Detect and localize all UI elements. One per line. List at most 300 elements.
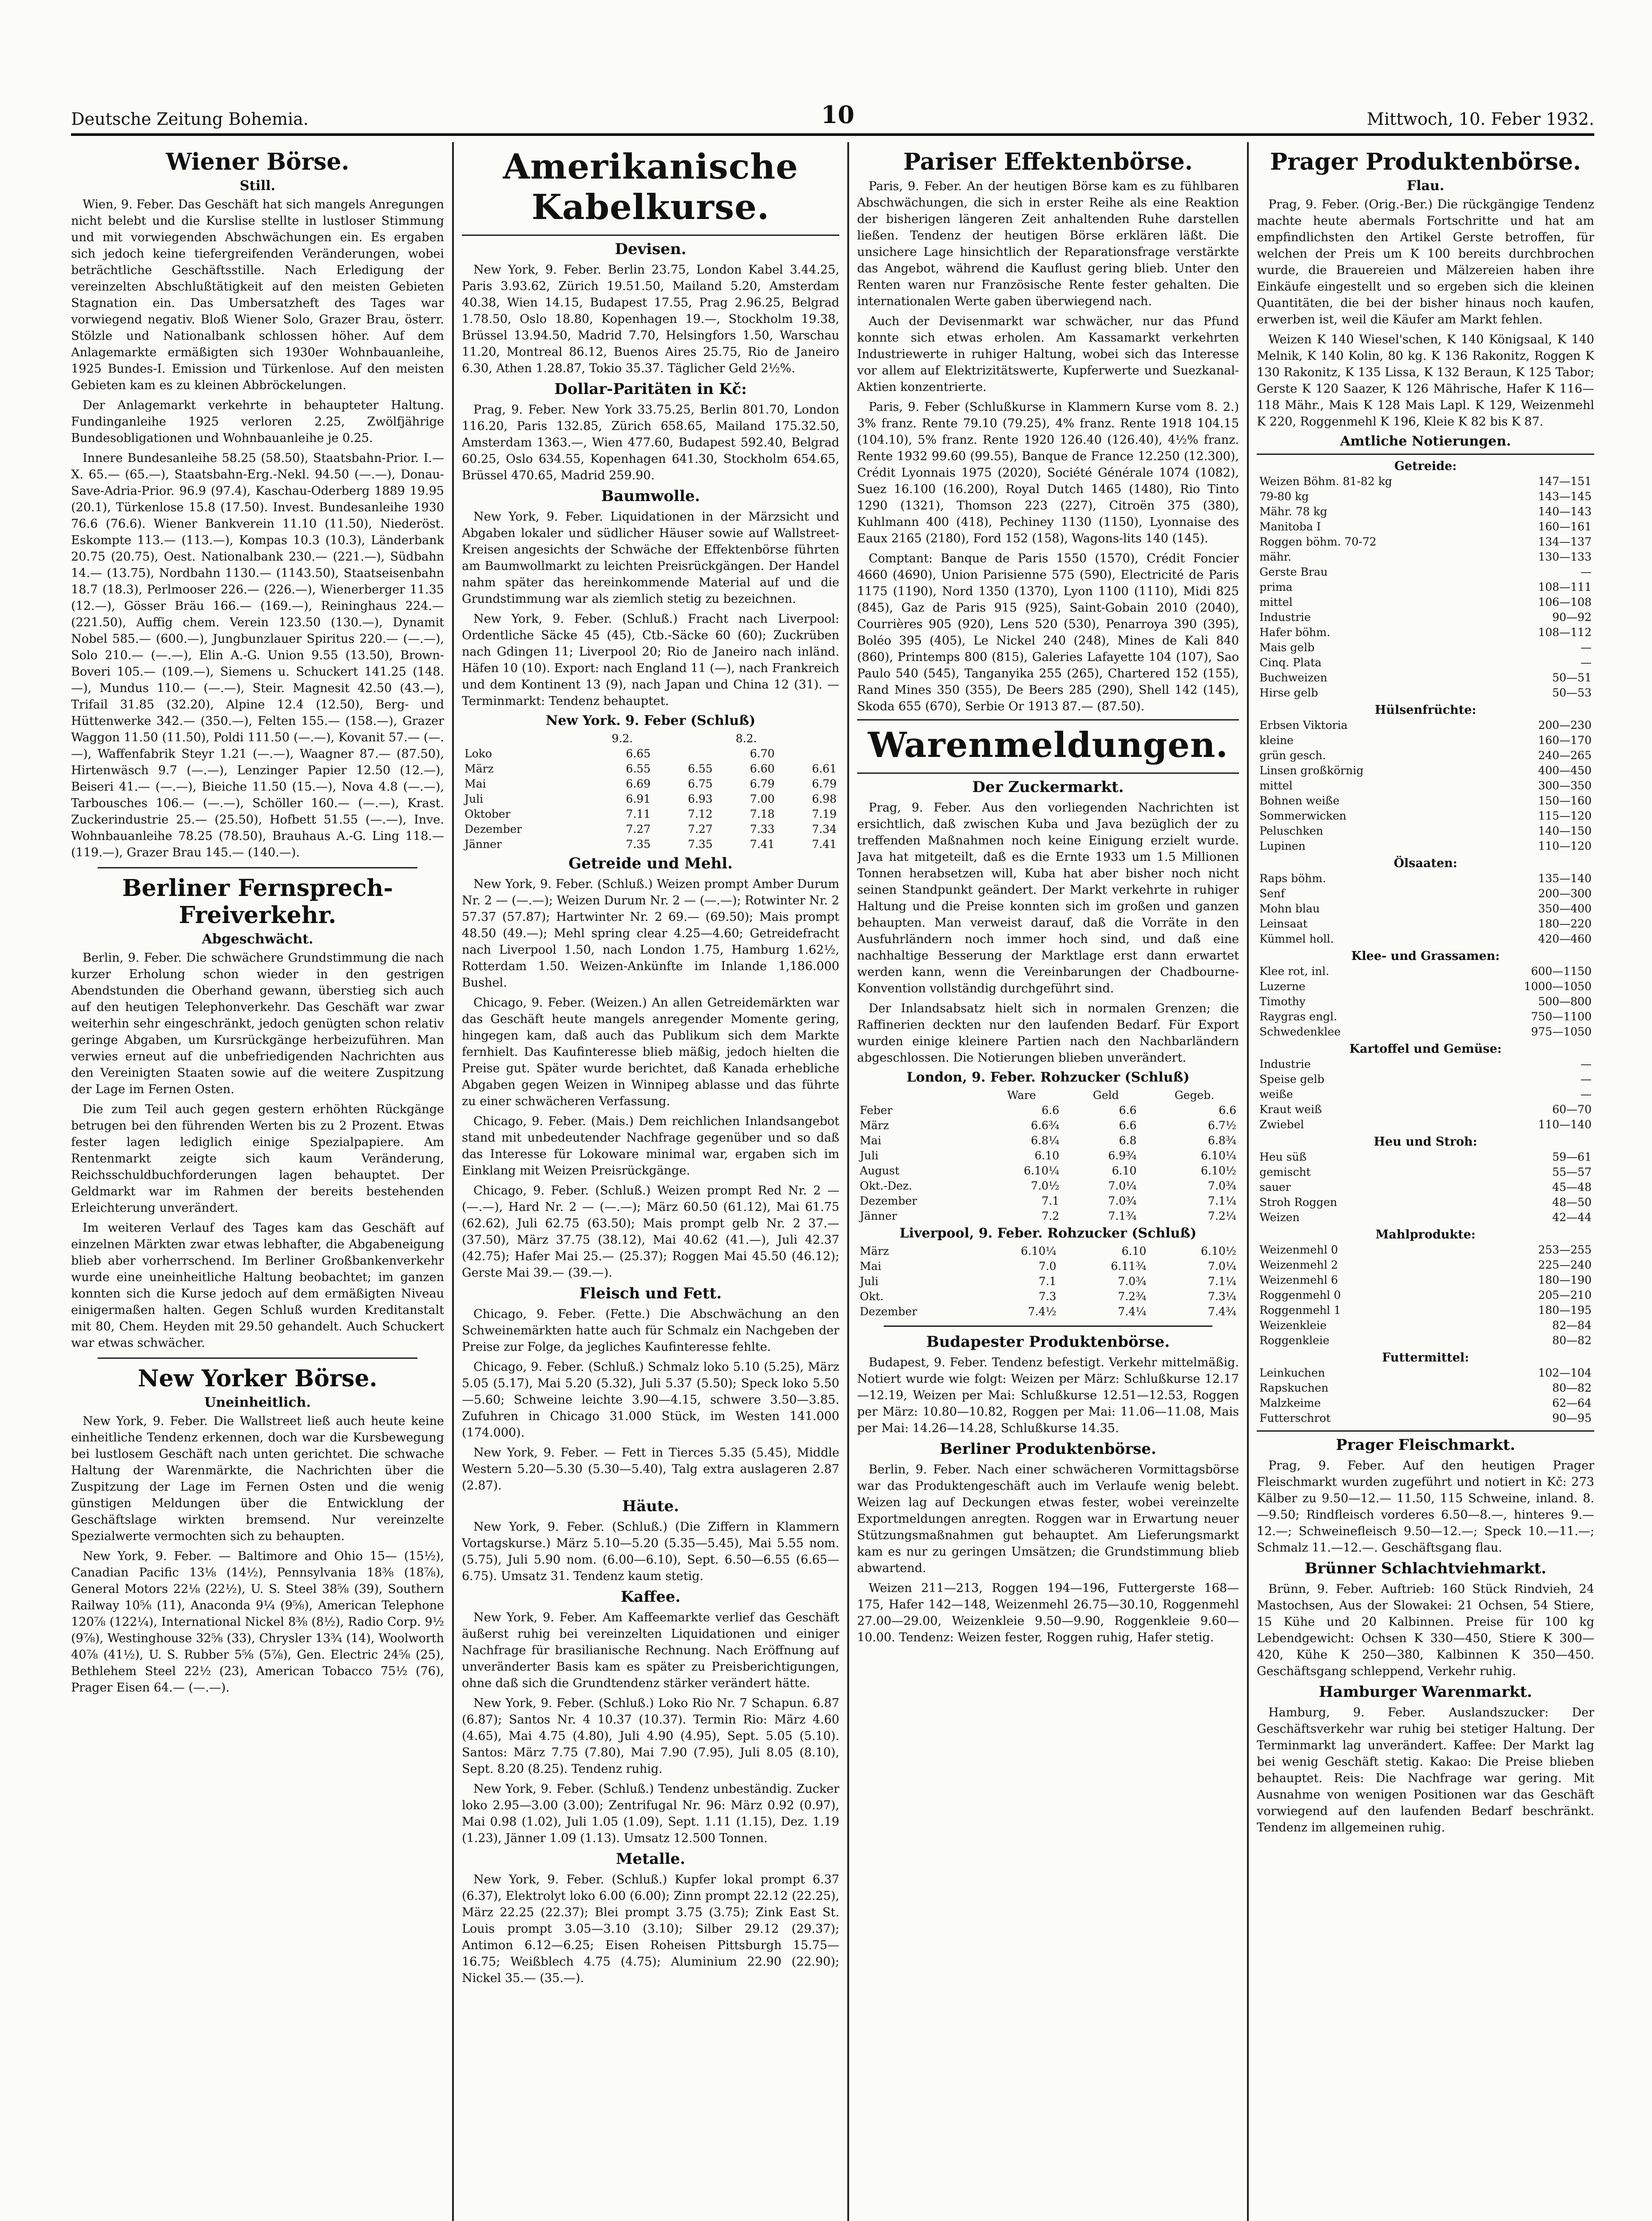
table-cell: 160—161 bbox=[1538, 520, 1592, 533]
table-cell bbox=[1062, 1209, 1072, 1224]
table-cell: 59—61 bbox=[1552, 1150, 1592, 1163]
table-row bbox=[1257, 1024, 1594, 1039]
table-row bbox=[462, 822, 839, 837]
table-cell: Raygras engl. bbox=[1259, 1010, 1337, 1023]
table-cell: Senf bbox=[1259, 887, 1285, 900]
table-cell: 7.4½ bbox=[1028, 1305, 1056, 1318]
table-cell: Linsen großkörnig bbox=[1259, 764, 1364, 777]
table-header-cell: 9.2. bbox=[612, 732, 633, 745]
divider bbox=[884, 1325, 1212, 1327]
table-cell: 7.1¾ bbox=[1108, 1210, 1137, 1222]
article-text: New York, 9. Feber. (Schluß.) Loko Rio Nr. 7 Schapun. 6.87 (6.87); Santos Nr. 4 10.37 (10.37). Termin Rio: März 4.60 (4.65), Mai 4.75 (4.80), Juli 4.90 (4.95), Sept. 5.05 (5.10). Santos: März 7.75 (7.80), Mai 7.90 (7.95), Juli 8.05 (8.10), Sept. 8.20 (8.25). Tendenz ruhig. bbox=[462, 1696, 839, 1776]
table-cell: 45—48 bbox=[1552, 1181, 1592, 1194]
table-cell: 147—151 bbox=[1538, 475, 1592, 488]
table-row bbox=[1257, 824, 1594, 839]
table-cell bbox=[1139, 1163, 1150, 1178]
table-cell: 300—350 bbox=[1538, 779, 1592, 792]
table-cell: 79-80 kg bbox=[1259, 490, 1309, 503]
wiener-boerse-title: Wiener Börse. bbox=[166, 148, 349, 175]
table-cell: 90—92 bbox=[1552, 611, 1592, 624]
table-cell: 7.27 bbox=[626, 823, 651, 836]
article-text: Prag, 9. Feber. Auf den heutigen Prager Fleischmarkt wurden zugeführt und notiert in Kč: 273 Kälber zu 9.50—12.— 11.50, 115 Schweine, inland. 8.—9.50; Rindfleisch vorderes 6.50—8.—, hinteres 9.—12.—; Schweinefleisch 9.50—12.—; Speck 10.—11.—; Schmalz 11.—12.—. Geschäftsgang flau. bbox=[1257, 1459, 1594, 1555]
table-cell: grün gesch. bbox=[1259, 749, 1326, 762]
table-cell: 90—95 bbox=[1552, 1412, 1592, 1425]
table-cell: 62—64 bbox=[1552, 1397, 1592, 1409]
table-row bbox=[1257, 534, 1594, 549]
table-cell: Speise gelb bbox=[1259, 1073, 1325, 1086]
article-text: Im weiteren Verlauf des Tages kam das Geschäft auf einzelnen Märkten zwar etwas lebhafter, die Abgabeneigung blieb aber vorherrschend. Im Berliner Großbankenverkehr wurde eine uneinheitliche Haltung beobachtet; im ganzen konnten sich die Kurse jedoch auf dem ermäßigten Niveau einigermaßen halten. Gegen Schluß wurden Kreditanstalt mit 80, Chem. Heyden mit 29.50 gehandelt. Auch Schuckert war etwas schwächer. bbox=[71, 1221, 444, 1350]
table-cell bbox=[1139, 1133, 1150, 1148]
table-cell: 7.35 bbox=[626, 838, 651, 851]
table-cell: März bbox=[860, 1119, 889, 1132]
table-cell bbox=[1062, 1133, 1072, 1148]
table-row bbox=[462, 807, 839, 822]
article-text: Budapest, 9. Feber. Tendenz befestigt. Verkehr mittelmäßig. Notiert wurde wie folgt: Weizen per März: Schlußkurse 12.17—12.19, Weizen per Mai: Schlußkurse 12.51—12.53, Roggen per März: 10.80—10.82, Roggen per Mai: 11.06—11.08, Mais per Mai: 14.26—14.28, Schlußkurse 14.35. bbox=[857, 1356, 1239, 1435]
table-cell bbox=[1062, 1163, 1072, 1178]
table-cell: 7.0 bbox=[1038, 1260, 1056, 1273]
table-row bbox=[1257, 1318, 1594, 1333]
table-cell bbox=[1062, 1178, 1072, 1194]
getreide-title: Getreide und Mehl. bbox=[568, 855, 733, 872]
table-row bbox=[857, 1209, 1239, 1224]
table-cell: 6.8¾ bbox=[1208, 1134, 1236, 1147]
table-row bbox=[857, 1259, 1239, 1274]
table-cell: Mai bbox=[465, 777, 486, 790]
table-cell bbox=[1149, 1259, 1159, 1274]
article-text: Hamburg, 9. Feber. Auslandszucker: Der Geschäftsverkehr war ruhig bei stetiger Haltung. Der Terminmarkt lag unverändert. Kaffee: Der Markt lag bei wenig Geschäft stetig. Kakao: Die Preise blieben behauptet. Reis: Die Nachfrage war gering. Mit Ausnahme von wenigen Positionen war das Geschäft vorwiegend auf den laufenden Bedarf beschränkt. Tendenz im allgemeinen ruhig. bbox=[1257, 1706, 1594, 1835]
table-cell: Dezember bbox=[860, 1305, 917, 1318]
devisen-title: Devisen. bbox=[615, 240, 687, 258]
table-row bbox=[1257, 886, 1594, 901]
table-row bbox=[462, 761, 839, 776]
table-cell: 6.65 bbox=[626, 747, 651, 760]
table-cell: Juli bbox=[860, 1149, 879, 1162]
prager-fleischmarkt-title: Prager Fleischmarkt. bbox=[1336, 1436, 1515, 1454]
warenmeldungen-title: Warenmeldungen. bbox=[868, 725, 1228, 765]
table-header-cell bbox=[1062, 1088, 1072, 1103]
london-sugar-table-title: London, 9. Feber. Rohzucker (Schluß) bbox=[906, 1070, 1190, 1085]
table-cell: 6.60 bbox=[750, 762, 775, 775]
table-cell bbox=[1139, 1148, 1150, 1163]
table-cell: 106—108 bbox=[1538, 596, 1592, 609]
table-cell: Weizenmehl 0 bbox=[1259, 1243, 1338, 1256]
table-cell: 6.6¾ bbox=[1031, 1119, 1060, 1132]
table-row bbox=[462, 837, 839, 852]
table-cell: Industrie bbox=[1259, 1058, 1311, 1071]
table-cell: 50—51 bbox=[1552, 671, 1592, 684]
table-cell: 7.1¼ bbox=[1208, 1194, 1236, 1207]
table-cell: 225—240 bbox=[1538, 1258, 1592, 1271]
table-cell: Juli bbox=[860, 1275, 879, 1288]
price-lists bbox=[1257, 459, 1594, 1426]
table-cell: 6.98 bbox=[812, 792, 837, 805]
table-cell: mittel bbox=[1259, 779, 1293, 792]
table-cell bbox=[1059, 1289, 1069, 1304]
dollar-paritaeten-title: Dollar-Paritäten in Kč: bbox=[554, 380, 747, 398]
table-cell: Okt. bbox=[860, 1290, 884, 1303]
pariser-effektenboerse-title: Pariser Effektenbörse. bbox=[903, 148, 1193, 175]
table-cell: 975—1050 bbox=[1531, 1025, 1592, 1038]
price-group-title: Futtermittel: bbox=[1382, 1351, 1469, 1365]
column-divider bbox=[452, 142, 454, 2221]
article-text: New York, 9. Feber. (Schluß.) Weizen prompt Amber Durum Nr. 2 — (—.—); Weizen Durum Nr. 2 — (—.—); Rotwinter Nr. 2 57.37 (57.87); Hartwinter Nr. 2 69.— (69.50); Mais prompt 48.50 (49.—); Mehl spring clear 4.25—4.60; Getreidefracht nach Liverpool 1.50, nach London 1.75, Hamburg 1.62½, Rotterdam 1.50. Weizen-Ankünfte im Inlande 1,186.000 Bushel. bbox=[462, 877, 839, 990]
table-cell: 205—210 bbox=[1538, 1289, 1592, 1302]
table-cell: Dezember bbox=[465, 823, 522, 836]
table-cell bbox=[1149, 1304, 1159, 1319]
table-cell: 750—1100 bbox=[1531, 1010, 1592, 1023]
table-cell: 160—170 bbox=[1538, 734, 1592, 747]
baumwolle-title: Baumwolle. bbox=[601, 487, 700, 505]
table-cell: 180—190 bbox=[1538, 1274, 1592, 1286]
table-cell: Juli bbox=[465, 792, 484, 805]
table-cell bbox=[1062, 1118, 1072, 1133]
table-cell: 115—120 bbox=[1538, 809, 1592, 822]
table-cell: Sommerwicken bbox=[1259, 809, 1346, 822]
table-cell: 7.33 bbox=[750, 823, 775, 836]
table-cell: 6.75 bbox=[688, 777, 713, 790]
table-cell bbox=[1149, 1244, 1159, 1259]
table-cell: Schwedenklee bbox=[1259, 1025, 1341, 1038]
table-cell: 108—111 bbox=[1538, 581, 1592, 593]
column-divider bbox=[847, 142, 849, 2221]
divider bbox=[98, 1357, 417, 1359]
table-cell bbox=[1059, 1259, 1069, 1274]
table-cell: 42—44 bbox=[1552, 1211, 1592, 1224]
table-cell: 7.41 bbox=[812, 838, 837, 851]
berliner-fernsprech-title: Berliner Fernsprech-Freiverkehr. bbox=[122, 875, 393, 929]
table-cell: 7.00 bbox=[750, 792, 775, 805]
table-cell: 7.0¾ bbox=[1108, 1194, 1137, 1207]
table-cell: kleine bbox=[1259, 734, 1294, 747]
table-cell bbox=[1139, 1209, 1150, 1224]
table-cell: Roggen böhm. 70-72 bbox=[1259, 535, 1377, 548]
table-cell: 6.10½ bbox=[1201, 1164, 1236, 1177]
table-cell: 102—104 bbox=[1538, 1366, 1592, 1379]
divider bbox=[857, 719, 1239, 720]
table-row bbox=[1257, 1180, 1594, 1195]
table-cell bbox=[1139, 1103, 1150, 1118]
table-cell: 6.10¼ bbox=[1021, 1245, 1056, 1258]
table-cell: Manitoba I bbox=[1259, 520, 1321, 533]
table-row bbox=[462, 776, 839, 792]
table-row bbox=[1257, 964, 1594, 979]
table-cell: 134—137 bbox=[1538, 535, 1592, 548]
price-group-title: Klee- und Grassamen: bbox=[1351, 949, 1500, 963]
table-cell: März bbox=[860, 1245, 889, 1258]
hamburger-warenmarkt-title: Hamburger Warenmarkt. bbox=[1318, 1683, 1533, 1701]
table-row bbox=[857, 1118, 1239, 1133]
article-text: Weizen 211—213, Roggen 194—196, Futtergerste 168—175, Hafer 142—148, Weizenmehl 26.75—30.10, Roggenmehl 27.00—29.00, Weizenkleie 9.50—9.90, Roggenkleie 9.60—10.00. Tendenz: Weizen fester, Roggen ruhig, Hafer stetig. bbox=[857, 1581, 1239, 1644]
table-cell: 7.2¾ bbox=[1118, 1290, 1147, 1303]
table-cell: Raps böhm. bbox=[1259, 872, 1326, 885]
article-text: New York, 9. Feber. Am Kaffeemarkte verlief das Geschäft äußerst ruhig bei vereinzelten Liquidationen und einiger Nachfrage für brasilianische Rechnung. Nach Eröffnung auf unveränderter Basis kam es später zu Preisberichtigungen, ohne daß sich die Grundtendenz stärker verändert hätte. bbox=[462, 1611, 839, 1690]
table-row bbox=[1257, 1087, 1594, 1102]
article-text: New York, 9. Feber. Die Wallstreet ließ auch heute keine einheitliche Tendenz erkennen, doch war die Kursbewegung bei lustlosem Geschäft nach unten gerichtet. Die schwache Haltung der Warenmärkte, die Nachrichten über die Zuspitzung der Lage im Fernen Osten und die wenig günstigen Meldungen über die Entwicklung der Geschäftslage wirkten bremsend. Nur vereinzelte Spezialwerte vermochten sich zu behaupten. bbox=[71, 1414, 444, 1543]
price-group-title: Kartoffel und Gemüse: bbox=[1349, 1042, 1502, 1056]
table-cell: 600—1150 bbox=[1531, 965, 1592, 978]
table-cell: 180—220 bbox=[1538, 917, 1592, 930]
table-cell: weiße bbox=[1259, 1088, 1293, 1101]
metalle-title: Metalle. bbox=[616, 1850, 686, 1868]
column-4 bbox=[1257, 142, 1594, 2221]
table-header-row bbox=[857, 1088, 1239, 1103]
price-group-title: Getreide: bbox=[1394, 459, 1457, 473]
table-header-cell bbox=[777, 731, 839, 746]
price-table bbox=[1257, 1365, 1594, 1426]
table-row bbox=[1257, 504, 1594, 519]
table-cell bbox=[1062, 1103, 1072, 1118]
table-cell: mittel bbox=[1259, 596, 1293, 609]
table-cell: Roggenmehl 1 bbox=[1259, 1304, 1341, 1317]
table-cell: 6.55 bbox=[688, 762, 713, 775]
table-cell: 6.11¾ bbox=[1111, 1260, 1147, 1273]
price-table bbox=[1257, 1242, 1594, 1348]
price-table bbox=[1257, 871, 1594, 947]
table-cell: 82—84 bbox=[1552, 1319, 1592, 1332]
table-cell: prima bbox=[1259, 581, 1293, 593]
table-cell: 200—230 bbox=[1538, 719, 1592, 732]
table-row bbox=[1257, 640, 1594, 655]
column-divider bbox=[1247, 142, 1249, 2221]
table-cell bbox=[1059, 1274, 1069, 1289]
table-row bbox=[857, 1304, 1239, 1319]
table-cell: Feber bbox=[860, 1104, 893, 1117]
table-cell: 6.8 bbox=[1119, 1134, 1137, 1147]
table-cell: 7.35 bbox=[688, 838, 713, 851]
kaffee-title: Kaffee. bbox=[620, 1588, 681, 1606]
table-row bbox=[1257, 1333, 1594, 1348]
article-text: Auch der Devisenmarkt war schwächer, nur das Pfund konnte sich etwas erholen. Am Kassamarkt verkehrten Industriewerte in ruhiger Haltung, wobei sich das Interesse vor allem auf Elektrizitätswerte, Kupferwerte und Suezkanal-Aktien konzentrierte. bbox=[857, 314, 1239, 394]
kabelkurse-title: Amerikanische Kabelkurse. bbox=[503, 147, 798, 227]
table-cell bbox=[1062, 1148, 1072, 1163]
article-text: Der Inlandsabsatz hielt sich in normalen Grenzen; die Raffinerien deckten nur den laufenden Bedarf. Für Export wurden einige kleinere Partien nach den Nachbarländern abgeschlossen. Die Notierungen blieben unverändert. bbox=[857, 1002, 1239, 1065]
table-cell: 7.3 bbox=[1038, 1290, 1056, 1303]
table-row bbox=[1257, 1288, 1594, 1303]
table-cell: Leinsaat bbox=[1259, 917, 1308, 930]
column-3 bbox=[857, 142, 1239, 2221]
table-cell: — bbox=[1581, 565, 1592, 578]
newspaper-name: Deutsche Zeitung Bohemia. bbox=[71, 109, 309, 129]
table-cell: 7.2¼ bbox=[1208, 1210, 1236, 1222]
table-cell: Zwiebel bbox=[1259, 1118, 1304, 1131]
table-row bbox=[1257, 1411, 1594, 1426]
table-cell: 110—140 bbox=[1538, 1118, 1592, 1131]
table-row bbox=[1257, 685, 1594, 701]
table-row bbox=[1257, 670, 1594, 685]
london-sugar-table bbox=[857, 1088, 1239, 1224]
table-cell: Rapskuchen bbox=[1259, 1381, 1329, 1394]
table-row bbox=[1257, 1303, 1594, 1318]
article-text: New York, 9. Feber. (Schluß.) Fracht nach Liverpool: Ordentliche Säcke 45 (45), Ctb.-Säcke 60 (60); Zuckrüben nach Gdingen 11; Liverpool 20; Rio de Janeiro nach inländ. Häfen 10 (10). Export: nach England 11 (—), nach Frankreich und dem Kontinent 13 (9), nach Japan und China 12 (31). — Terminmarkt: Tendenz behauptet. bbox=[462, 612, 839, 708]
table-row bbox=[1257, 718, 1594, 733]
table-cell: 80—82 bbox=[1552, 1381, 1592, 1394]
table-cell: Weizenkleie bbox=[1259, 1319, 1327, 1332]
divider bbox=[462, 235, 839, 236]
table-cell: 420—460 bbox=[1538, 932, 1592, 945]
table-cell: 60—70 bbox=[1552, 1103, 1592, 1116]
table-cell: 200—300 bbox=[1538, 887, 1592, 900]
article-text: New York, 9. Feber. (Schluß.) (Die Ziffern in Klammern Vortagskurse.) März 5.10—5.20 (5.35—5.45), Mai 5.55 nom. (5.75), Juli 5.90 nom. (6.00—6.10), Sept. 6.50—6.55 (6.65—6.75). Umsatz 31. Tendenz kaum stetig. bbox=[462, 1520, 839, 1583]
amtliche-notierungen-title: Amtliche Notierungen. bbox=[1340, 434, 1511, 449]
price-table bbox=[1257, 964, 1594, 1039]
table-cell: sauer bbox=[1259, 1181, 1291, 1194]
article-text: Der Anlagemarkt verkehrte in behaupteter Haltung. Fundinganleihe 1925 verloren 2.25, Zwölfjährige Bundesobligationen und Wohnbauanleihe je 0.25. bbox=[71, 398, 444, 445]
table-cell: Oktober bbox=[465, 808, 511, 820]
liverpool-sugar-table bbox=[857, 1244, 1239, 1319]
table-cell: 7.3¼ bbox=[1208, 1290, 1236, 1303]
page-number: 10 bbox=[821, 100, 854, 129]
article-text: New York, 9. Feber. — Fett in Tierces 5.35 (5.45), Middle Western 5.20—5.30 (5.30—5.40), Talg extra auslageren 2.87 (2.87). bbox=[462, 1446, 839, 1493]
table-cell: Stroh Roggen bbox=[1259, 1196, 1337, 1209]
table-cell: 7.0¾ bbox=[1118, 1275, 1147, 1288]
table-cell: Lupinen bbox=[1259, 840, 1306, 852]
table-cell: Cinq. Plata bbox=[1259, 656, 1322, 669]
table-cell: 110—120 bbox=[1538, 840, 1592, 852]
article-text: Paris, 9. Feber. An der heutigen Börse kam es zu fühlbaren Abschwächungen, die sich in erster Reihe als eine Reaktion der bisherigen längeren Zeit anhaltenden Ruhe darstellen ließen. Tendenz der heutigen Börse erklären läßt. Die unsichere Lage hinsichtlich der Reparationsfrage verstärkte das Angebot, während die Kauflust gering blieb. Unter den Renten waren nur Französische Rente fester gehalten. Die internationalen Werte gaben überwiegend nach. bbox=[857, 179, 1239, 308]
table-row bbox=[1257, 1117, 1594, 1132]
table-cell: Industrie bbox=[1259, 611, 1311, 624]
table-header-row bbox=[462, 731, 839, 746]
prager-produktenboerse-title: Prager Produktenbörse. bbox=[1270, 148, 1581, 175]
table-cell: Mai bbox=[860, 1134, 882, 1147]
table-cell: 6.10 bbox=[1034, 1149, 1060, 1162]
table-cell: Roggenmehl 0 bbox=[1259, 1289, 1341, 1302]
table-cell: Bohnen weiße bbox=[1259, 794, 1340, 807]
table-cell: Mohn blau bbox=[1259, 902, 1320, 915]
table-header-cell: Ware bbox=[1007, 1089, 1036, 1102]
table-cell: 48—50 bbox=[1552, 1196, 1592, 1209]
article-text: Prag, 9. Feber. (Orig.-Ber.) Die rückgängige Tendenz machte heute abermals Fortschritte und hat am empfindlichsten den Artikel Gerste betroffen, für welchen der Preis um K 100 bereits durchbrochen wurde, die Brauereien und Mälzereien haben ihre Einkäufe eingestellt und so ergeben sich die kleinen Quantitäten, die bei der bisher hinaus noch kaufen, erwerben ist, weil die Käufer am Markt fehlen. bbox=[1257, 198, 1594, 326]
table-cell: — bbox=[1581, 1073, 1592, 1086]
table-cell: 6.8¼ bbox=[1031, 1134, 1060, 1147]
table-row bbox=[462, 746, 839, 761]
table-cell: Hafer böhm. bbox=[1259, 626, 1330, 639]
table-cell: Kümmel holl. bbox=[1259, 932, 1334, 945]
table-cell: 7.0½ bbox=[1031, 1179, 1060, 1192]
table-row bbox=[1257, 931, 1594, 947]
table-cell: 6.10½ bbox=[1201, 1245, 1236, 1258]
table-row bbox=[857, 1178, 1239, 1194]
table-header-cell bbox=[857, 1088, 981, 1103]
table-row bbox=[1257, 778, 1594, 793]
table-row bbox=[1257, 748, 1594, 763]
table-cell bbox=[1139, 1118, 1150, 1133]
cotton-table-title: New York. 9. Feber (Schluß) bbox=[545, 713, 756, 728]
table-row bbox=[1257, 916, 1594, 931]
divider bbox=[857, 772, 1239, 774]
table-row bbox=[857, 1163, 1239, 1178]
stock-listing: Innere Bundesanleihe 58.25 (58.50), Staatsbahn-Prior. I.—X. 65.— (65.—), Staatsbahn-Erg.-Nekl. 94.50 (—.—), Donau-Save-Adria-Prior. 96.9 (97.4), Kaschau-Oderberg 1889 19.95 (20.1), Türkenlose 15.8 (17.50). Invest. Bundesanleihe 1930 76.6 (76.6). Wiener Bankverein 11.10 (11.50), Niederöst. Eskompte 113.— (113.—), Kompas 10.3 (10.3), Länderbank 20.75 (20.75), Oest. Nationalbank 230.— (221.—), Südbahn 14.— (13.75), Nordbahn 1130.— (1143.50), Staatseisenbahn 18.7 (18.3), Perlmooser 226.— (226.—), Wienerberger 11.35 (12.—), Gösser Bräu 166.— (169.—), Reininghaus 224.— (221.50), Auffig chem. Verein 123.50 (130.—), Dynamit Nobel 585.— (600.—), Jungbunzlauer Spiritus 220.— (—.—), Solo 210.— (—.—), Elin A.-G. Union 9.55 (13.50), Brown-Boveri 105.— (109.—), Siemens u. Schuckert 141.25 (148.—), Mundus 110.— (—.—), Steir. Magnesit 42.50 (43.—), Trifail 31.85 (32.20), Alpine 12.4 (12.50), Berg- und Hüttenwerke 342.— (350.—), Felten 155.— (158.—), Grazer Waggon 11.50 (11.50), Poldi 111.50 (—.—), Kovanit 57.— (—.—), Waffenfabrik Steyr 1.21 (—.—), Waagner 87.— (87.50), Hirtenwäsch 9.7 (—.—), Lenzinger Papier 12.50 (12.—), Beiseri 41.— (—.—), Bieiche 11.50 (15.—), Nova 4.8 (—.—), Tarbousches 106.— (—.—), Schöller 160.— (—.—), Krast. Zuckerindustrie 25.— (25.50), Hofbett 51.55 (—.—), Inve. Wohnbauanleihe 78.25 (78.50), Brauhaus A.-G. Ling 118.— (119.—), Grazer Brau 145.— (140.—). bbox=[71, 451, 444, 860]
table-header-cell: 8.2. bbox=[735, 732, 757, 745]
article-text: Chicago, 9. Feber. (Fette.) Die Abschwächung an den Schweinemärkten hatte auch für Schmalz ein Nachgeben der Preise zur Folge, da jegliches Kaufinteresse fehlte. bbox=[462, 1307, 839, 1354]
table-cell: Roggenkleie bbox=[1259, 1334, 1330, 1347]
price-group-title: Heu und Stroh: bbox=[1374, 1135, 1477, 1149]
article-text: Chicago, 9. Feber. (Schluß.) Schmalz loko 5.10 (5.25), März 5.05 (5.17), Mai 5.20 (5.32), Juli 5.37 (5.50); Speck loko 5.50—5.60; Schweine leichte 3.90—4.15, schwere 3.50—3.85. Zufuhren in Chicago 31.000 Stück, im Westen 141.000 (174.000). bbox=[462, 1360, 839, 1440]
table-cell: 6.6 bbox=[1219, 1104, 1236, 1117]
table-cell: 6.10¼ bbox=[1201, 1149, 1236, 1162]
table-cell bbox=[1059, 1304, 1069, 1319]
table-row bbox=[1257, 1195, 1594, 1210]
divider bbox=[1257, 454, 1594, 455]
table-cell: 7.4¼ bbox=[1118, 1305, 1147, 1318]
table-cell: 50—53 bbox=[1552, 686, 1592, 699]
table-cell: 240—265 bbox=[1538, 749, 1592, 762]
table-cell: März bbox=[465, 762, 494, 775]
table-row bbox=[1257, 1396, 1594, 1411]
table-cell: Peluschken bbox=[1259, 824, 1323, 837]
table-row bbox=[1257, 610, 1594, 625]
cotton-table bbox=[462, 731, 839, 852]
table-row bbox=[1257, 808, 1594, 824]
table-cell: 6.93 bbox=[688, 792, 713, 805]
table-cell: 7.0¼ bbox=[1208, 1260, 1236, 1273]
table-cell: Mähr. 78 kg bbox=[1259, 505, 1327, 518]
article-text: Chicago, 9. Feber. (Mais.) Dem reichlichen Inlandsangebot stand mit unbedeutender Nachfrage gegenüber und so daß das Interesse für Lokoware minimal war, ergaben sich im Einklang mit Weizen Preisrückgänge. bbox=[462, 1114, 839, 1178]
table-cell: Gerste Brau bbox=[1259, 565, 1328, 578]
table-row bbox=[1257, 1009, 1594, 1024]
table-cell: Buchweizen bbox=[1259, 671, 1327, 684]
table-row bbox=[1257, 1258, 1594, 1273]
table-cell: Weizenmehl 6 bbox=[1259, 1274, 1338, 1286]
table-cell: 253—255 bbox=[1538, 1243, 1592, 1256]
article-text: Chicago, 9. Feber. (Weizen.) An allen Getreidemärkten war das Geschäft heute mangels anregender Momente gering, hingegen kam, daß auch das Publikum sich dem Markte fernhielt. Das Kaufinteresse blieb mäßig, jedoch hielten die Preise gut. Später wurde berichtet, daß Kanada erhebliche Abgaben gegen Weizen in Winnipeg ablasse und das führte zu einer schwächeren Verfassung. bbox=[462, 996, 839, 1108]
table-cell: Weizenmehl 2 bbox=[1259, 1258, 1338, 1271]
column-1 bbox=[71, 142, 444, 2221]
table-cell: 6.70 bbox=[750, 747, 775, 760]
table-cell: Malzkeime bbox=[1259, 1397, 1321, 1409]
table-cell: 7.27 bbox=[688, 823, 713, 836]
table-cell: 6.10 bbox=[1121, 1245, 1147, 1258]
table-cell bbox=[1139, 1194, 1150, 1209]
table-cell: Loko bbox=[465, 747, 492, 760]
table-row bbox=[857, 1148, 1239, 1163]
prager-produktenboerse-subtitle: Flau. bbox=[1406, 178, 1445, 194]
stock-listing: New York, 9. Feber. — Baltimore and Ohio 15— (15½), Canadian Pacific 13⅛ (14½), Pennsylvania 18⅜ (18⅞), General Motors 22⅛ (22½), U. S. Steel 38⅝ (39), Southern Railway 10⅝ (11), Anaconda 9¼ (9⅝), American Telephone 120⅞ (122¼), International Nickel 8⅜ (8½), Radio Corp. 9½ (9⅞), Westinghouse 32⅝ (33), Chrysler 13¾ (14), Woolworth 40⅞ (41½), U. S. Rubber 5⅝ (5⅞), Gen. Electric 24⅝ (25), Bethlehem Steel 22½ (23), American Tobacco 75½ (76), Prager Eisen 64.— (—.—). bbox=[71, 1549, 444, 1695]
liverpool-sugar-table-title: Liverpool, 9. Feber. Rohzucker (Schluß) bbox=[899, 1226, 1197, 1241]
stock-listing: Paris, 9. Feber (Schlußkurse in Klammern Kurse vom 8. 2.) 3% franz. Rente 79.10 (79.25), 4% franz. Rente 1918 104.15 (104.10), 5% franz. Rente 1920 126.40 (126.40), 4½% franz. Rente 1932 99.60 (99.55), Banque de France 12.250 (12.300), Crédit Lyonnais 1975 (2020), Société Générale 1074 (1082), Suez 16.100 (16.200), Royal Dutch 1465 (1480), Rio Tinto 1290 (1321), Thomson 223 (227), Citroën 375 (380), Kuhlmann 400 (418), Pechiney 1130 (1150), Lyonnaise des Eaux 2165 (2180), Ford 152 (158), Wagons-lits 140 (145). bbox=[857, 400, 1239, 545]
table-row bbox=[462, 792, 839, 807]
table-cell: 7.1 bbox=[1038, 1275, 1056, 1288]
table-cell: 7.34 bbox=[812, 823, 837, 836]
table-row bbox=[1257, 655, 1594, 670]
table-cell: 6.10¼ bbox=[1024, 1164, 1060, 1177]
table-cell: Heu süß bbox=[1259, 1150, 1307, 1163]
table-row bbox=[1257, 1102, 1594, 1117]
article-text: Berlin, 9. Feber. Nach einer schwächeren Vormittagsbörse war das Produktengeschäft auch im Verlaufe wenig belebt. Weizen lag auf Deckungen etwas fester, wobei vereinzelte Exportmeldungen anregten. Roggen war in Erwartung neuer Stützungsmaßnahmen gut behauptet. Am Lieferungsmarkt kam es nur zu geringen Umsätzen; die Grundstimmung blieb abwartend. bbox=[857, 1463, 1239, 1575]
table-cell: Klee rot, inl. bbox=[1259, 965, 1330, 978]
table-row bbox=[1257, 994, 1594, 1009]
table-cell bbox=[1139, 1178, 1150, 1194]
table-row bbox=[1257, 1273, 1594, 1288]
table-cell: 6.69 bbox=[626, 777, 651, 790]
divider bbox=[98, 867, 417, 868]
table-row bbox=[1257, 763, 1594, 778]
table-row bbox=[1257, 580, 1594, 595]
table-cell: Weizen Böhm. 81-82 kg bbox=[1259, 475, 1392, 488]
issue-date: Mittwoch, 10. Feber 1932. bbox=[1366, 109, 1594, 129]
table-cell: mähr. bbox=[1259, 550, 1291, 563]
table-cell: 6.91 bbox=[626, 792, 651, 805]
table-header-cell bbox=[1139, 1088, 1150, 1103]
table-cell: 135—140 bbox=[1538, 872, 1592, 885]
stock-listing: Comptant: Banque de Paris 1550 (1570), Crédit Foncier 4660 (4690), Union Parisienne 575 (590), Electricité de Paris 1175 (1190), Nord 1350 (1370), Lyon 1100 (1110), Midi 825 (845), Gaz de Paris 915 (925), Saint-Gobain 2010 (2040), Courrières 905 (920), Lens 520 (530), Penarroya 390 (395), Boléo 395 (405), Le Nickel 240 (248), Mines de Kali 840 (860), Printemps 800 (815), Galeries Lafayette 104 (107), Sao Paulo 540 (545), Tanganyika 255 (265), Chartered 152 (155), Rand Mines 350 (355), De Beers 285 (290), Shell 142 (145), Skoda 655 (670), Serbie Or 1913 87.— (87.50). bbox=[857, 552, 1239, 713]
table-row bbox=[1257, 1381, 1594, 1396]
article-text: Prag, 9. Feber. Aus den vorliegenden Nachrichten ist ersichtlich, daß zwischen Kuba und Java bezüglich der zu treffenden Maßnahmen noch keine Einigung erzielt wurde. Java hat mitgeteilt, daß es die Ernte 1933 um 1.5 Millionen Tonnen herabsetzen will, Kuba hat aber bisher noch nicht seinen Standpunkt geändert. Der Markt verkehrte in ruhiger Haltung und die Preise konnten sich im großen und ganzen behaupten. Man verweist darauf, daß die Vorräte in den Ausfuhrländern noch immer hoch sind, und daß eine nachhaltige Besserung der Marktlage erst dann erwartet werden kann, wenn die Vereinbarungen der Chadbourne-Konvention vollständig durchgeführt sind. bbox=[857, 801, 1239, 995]
table-row bbox=[857, 1289, 1239, 1304]
table-cell bbox=[653, 746, 715, 761]
article-text: New York, 9. Feber. Liquidationen in der Märzsicht und Abgaben lokaler und südlicher Häuser sowie auf Wallstreet-Kreisen angesichts der Schwäche der Effektenbörse führten am Baumwollmarkt zu leichten Preisrückgängen. Der Handel nahm später das hereinkommende Material auf und die Grundstimmung war als ziemlich stetig zu bezeichnen. bbox=[462, 510, 839, 606]
article-text: New York, 9. Feber. Berlin 23.75, London Kabel 3.44.25, Paris 3.93.62, Zürich 19.51.50, Mailand 5.20, Amsterdam 40.38, Wien 14.15, Budapest 17.55, Prag 2.96.25, Belgrad 1.78.50, Oslo 18.80, Kopenhagen 19.—, Stockholm 19.38, Brüssel 13.94.50, Madrid 7.70, Helsingfors 1.50, Warschau 11.20, Montreal 86.12, Buenos Aires 25.75, Rio de Janeiro 6.30, Athen 1.28.87, Tokio 35.37. Täglicher Geld 2½%. bbox=[462, 263, 839, 375]
